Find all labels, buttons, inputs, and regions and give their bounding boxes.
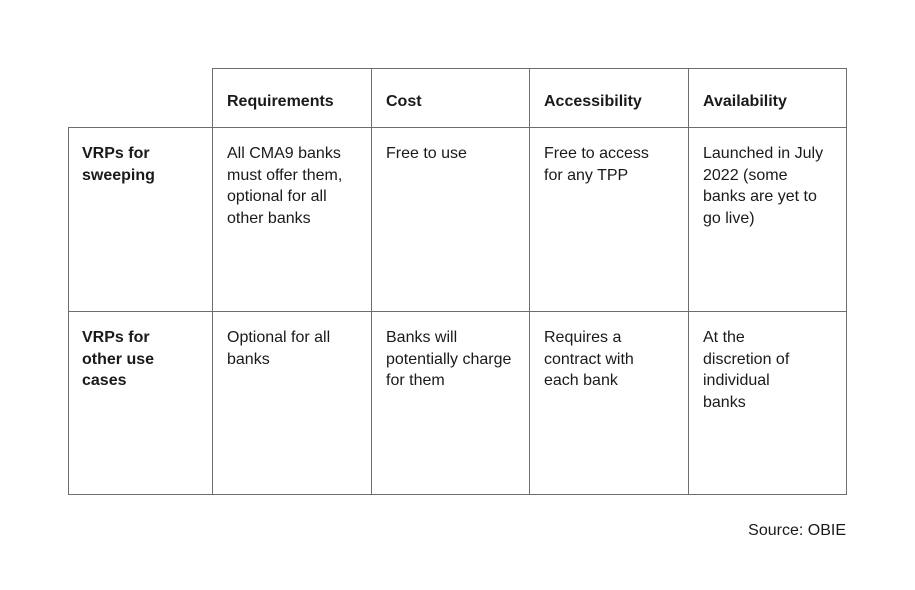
header-label: Requirements [227, 93, 334, 110]
row-label: VRPs for sweeping [82, 145, 155, 184]
header-accessibility [529, 68, 689, 128]
table-cell [371, 127, 530, 312]
row-label-sweeping [68, 127, 213, 312]
row-label: VRPs for other use cases [82, 329, 155, 389]
header-label: Accessibility [544, 93, 642, 110]
header-label: Availability [703, 93, 787, 110]
table-cell [212, 127, 372, 312]
cell-text: Launched in July 2022 (some banks are yet to go live) [703, 145, 824, 227]
row-label-other-use-cases [68, 311, 213, 495]
table-cell [212, 311, 372, 495]
cell-text: Requires a contract with each bank [544, 329, 634, 389]
table-cell [371, 311, 530, 495]
table-cell [688, 311, 847, 495]
table-cell [529, 127, 689, 312]
header-cost [371, 68, 530, 128]
cell-text: Optional for all banks [227, 329, 331, 368]
cell-text: Free to access for any TPP [544, 145, 649, 184]
table-cell [529, 311, 689, 495]
cell-text: All CMA9 banks must offer them, optional for all other banks [227, 145, 343, 227]
cell-text: Free to use [386, 145, 467, 162]
cell-text: Banks will potentially charge for them [386, 329, 512, 389]
table-cell [688, 127, 847, 312]
cell-text: At the discretion of individual banks [703, 329, 790, 411]
header-availability [688, 68, 847, 128]
source-caption: Source: OBIE [748, 522, 846, 539]
header-label: Cost [386, 93, 422, 110]
header-requirements [212, 68, 372, 128]
